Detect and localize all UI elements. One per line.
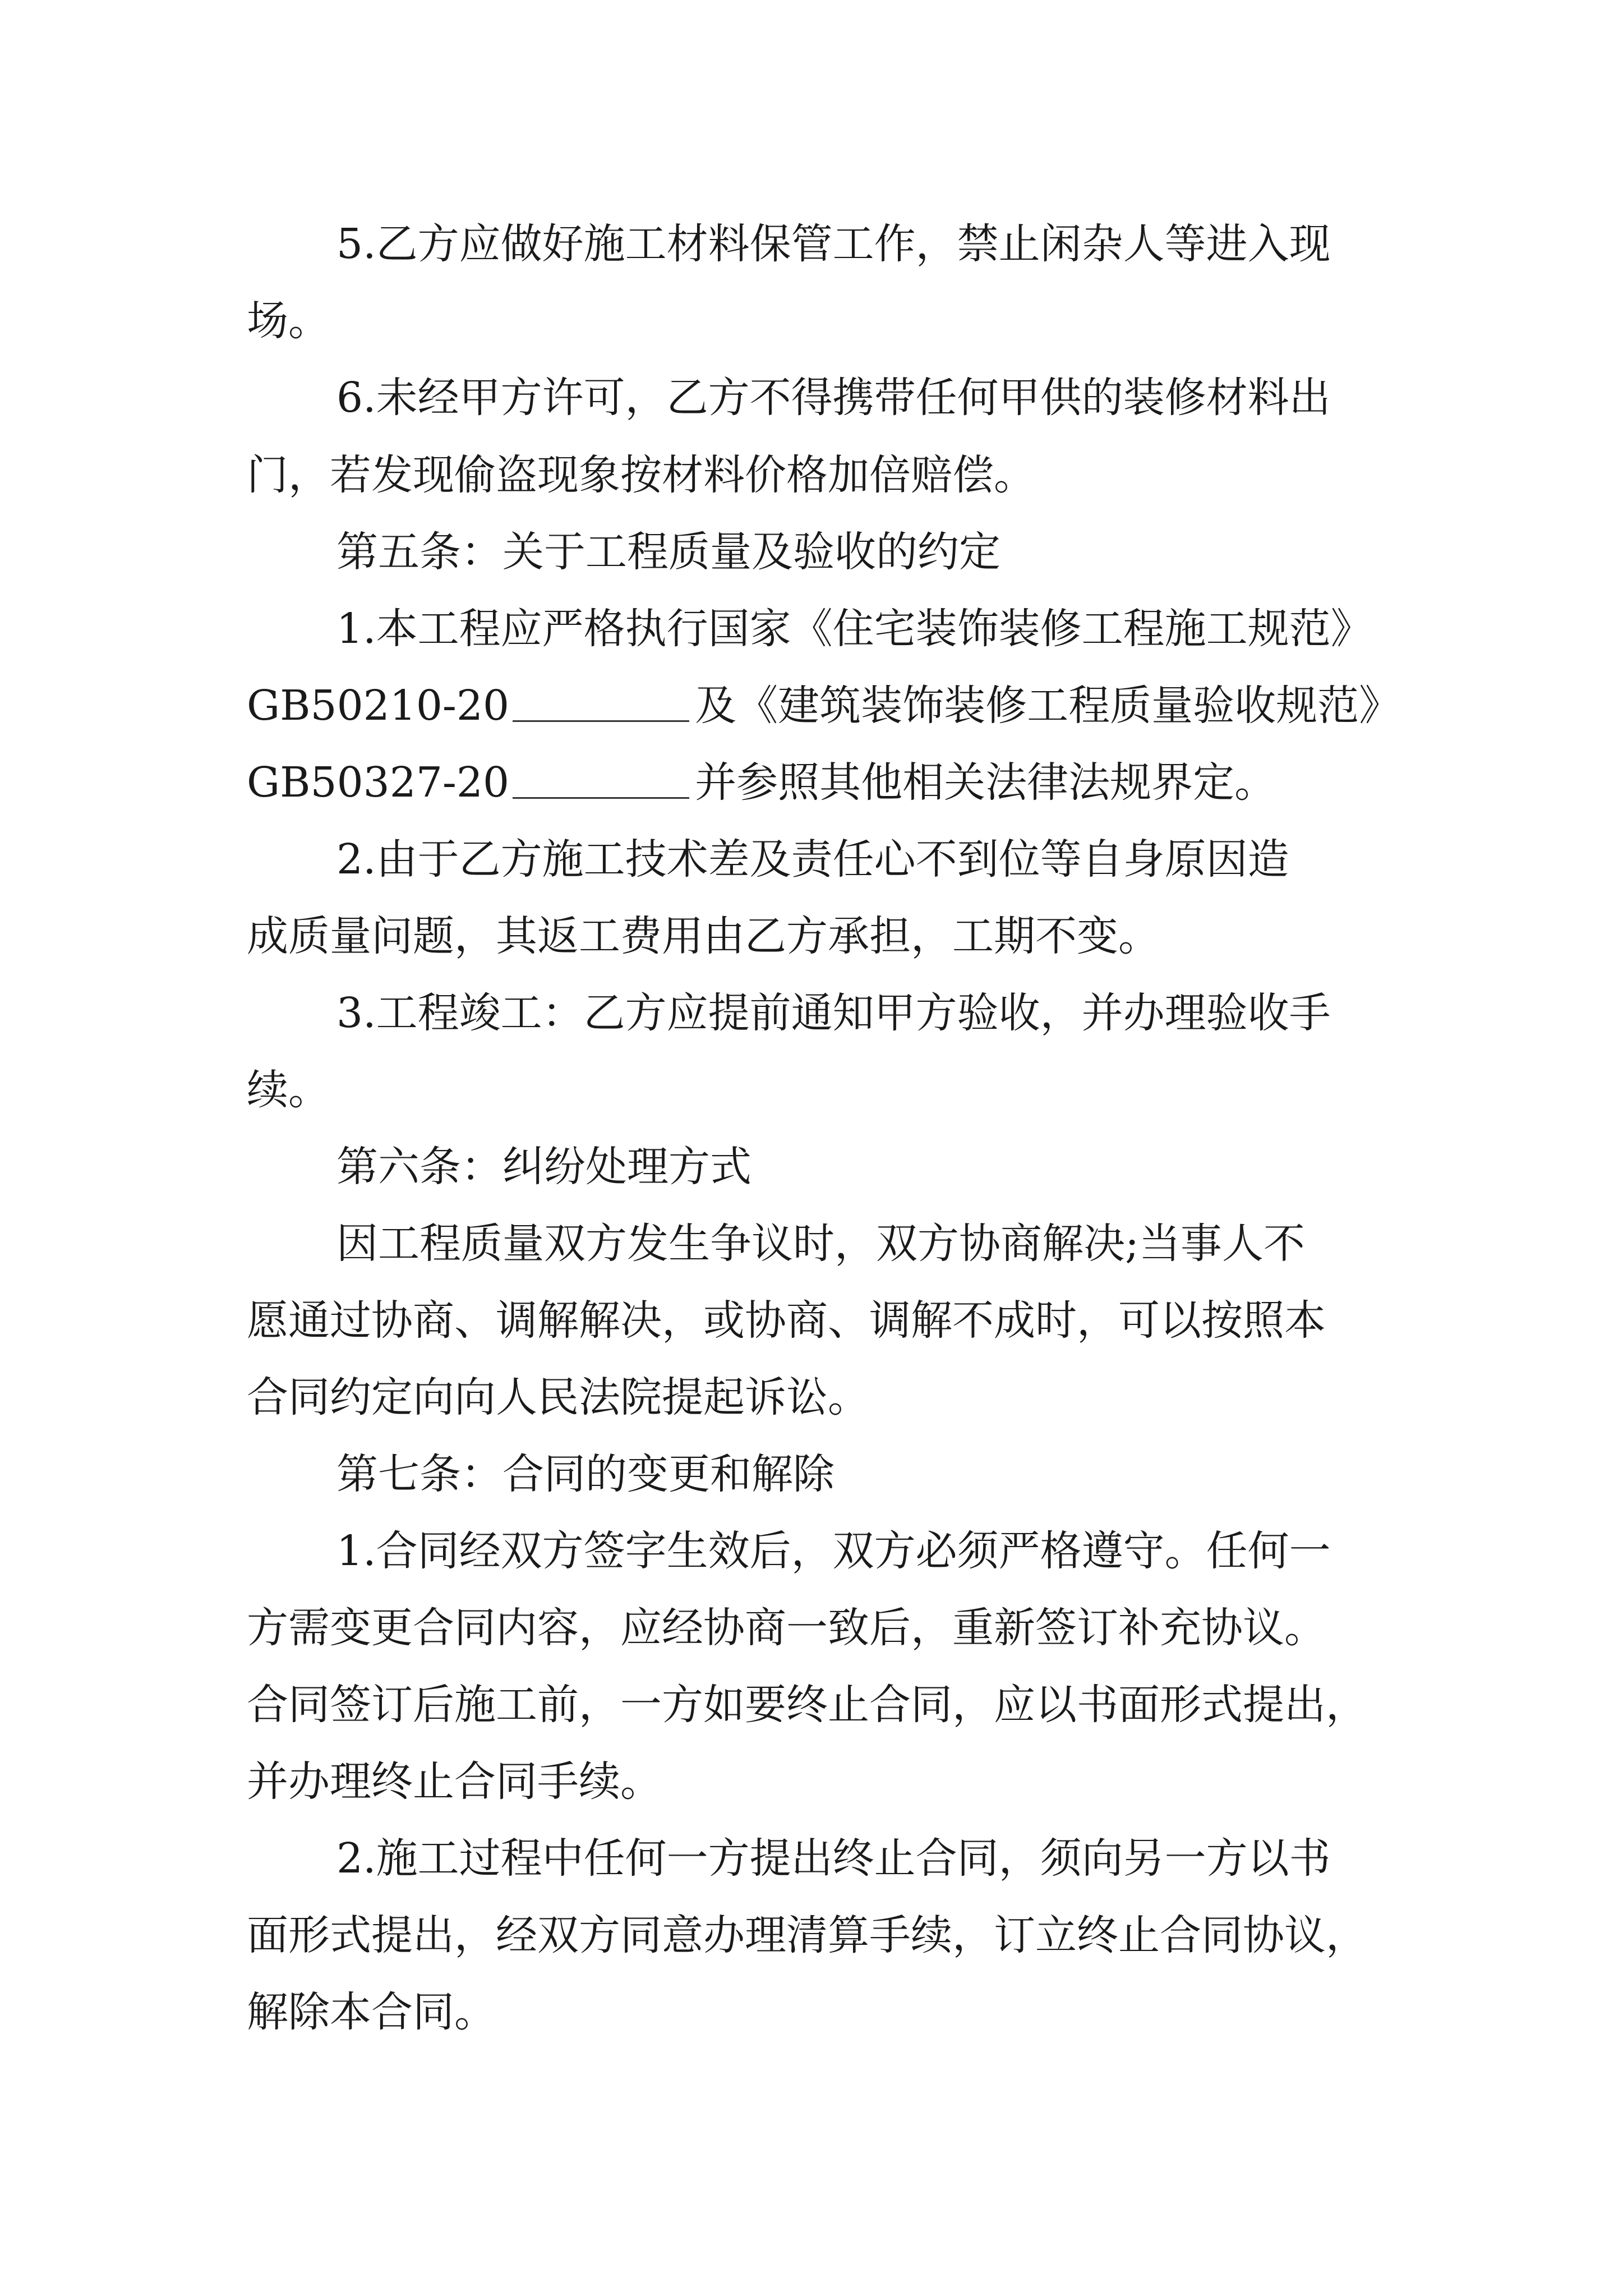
paragraph-line: 面形式提出，经双方同意办理清算手续，订立终止合同协议， — [247, 1911, 1367, 1959]
paragraph-line: 门，若发现偷盗现象按材料价格加倍赔偿。 — [247, 451, 1035, 499]
fill-in-blank — [513, 679, 689, 722]
paragraph-line: 3.工程竣工：乙方应提前通知甲方验收，并办理验收手 — [336, 989, 1331, 1037]
paragraph-line: 1.本工程应严格执行国家《住宅装饰装修工程施工规范》 — [336, 605, 1372, 653]
paragraph-line: 合同约定向向人民法院提起诉讼。 — [247, 1373, 869, 1421]
paragraph-line — [247, 672, 1400, 739]
paragraph-line: 1.合同经双方签字生效后，双方必须严格遵守。任何一 — [336, 1527, 1331, 1575]
paragraph-line: 成质量问题，其返工费用由乙方承担，工期不变。 — [247, 912, 1160, 960]
section-heading: 第五条：关于工程质量及验收的约定 — [336, 528, 1000, 576]
paragraph-line: 并办理终止合同手续。 — [247, 1757, 662, 1806]
paragraph-line: 2.由于乙方施工技术差及责任心不到位等自身原因造 — [336, 835, 1289, 884]
paragraph-line: 解除本合同。 — [247, 1988, 496, 2036]
paragraph-text: 及《建筑装饰装修工程质量验收规范》 — [695, 682, 1401, 730]
paragraph-line: 场。 — [247, 297, 330, 345]
paragraph-line: 续。 — [247, 1066, 330, 1114]
paragraph-line: 5.乙方应做好施工材料保管工作，禁止闲杂人等进入现 — [336, 220, 1331, 268]
standard-code: GB50327-20 — [247, 758, 510, 807]
section-heading: 第七条：合同的变更和解除 — [336, 1450, 834, 1498]
section-heading: 第六条：纠纷处理方式 — [336, 1143, 751, 1191]
fill-in-blank — [513, 756, 689, 799]
standard-code: GB50210-20 — [247, 682, 510, 730]
paragraph-line: 因工程质量双方发生争议时，双方协商解决;当事人不 — [336, 1220, 1305, 1268]
paragraph-line: 愿通过协商、调解解决，或协商、调解不成时，可以按照本 — [247, 1296, 1326, 1345]
paragraph-text: 并参照其他相关法律法规界定。 — [695, 758, 1276, 807]
paragraph-line: 合同签订后施工前，一方如要终止合同，应以书面形式提出， — [247, 1681, 1367, 1729]
paragraph-line: 2.施工过程中任何一方提出终止合同，须向另一方以书 — [336, 1834, 1331, 1883]
paragraph-line: 6.未经甲方许可，乙方不得携带任何甲供的装修材料出 — [336, 374, 1331, 422]
paragraph-line — [247, 749, 1276, 816]
paragraph-line: 方需变更合同内容，应经协商一致后，重新签订补充协议。 — [247, 1604, 1326, 1652]
